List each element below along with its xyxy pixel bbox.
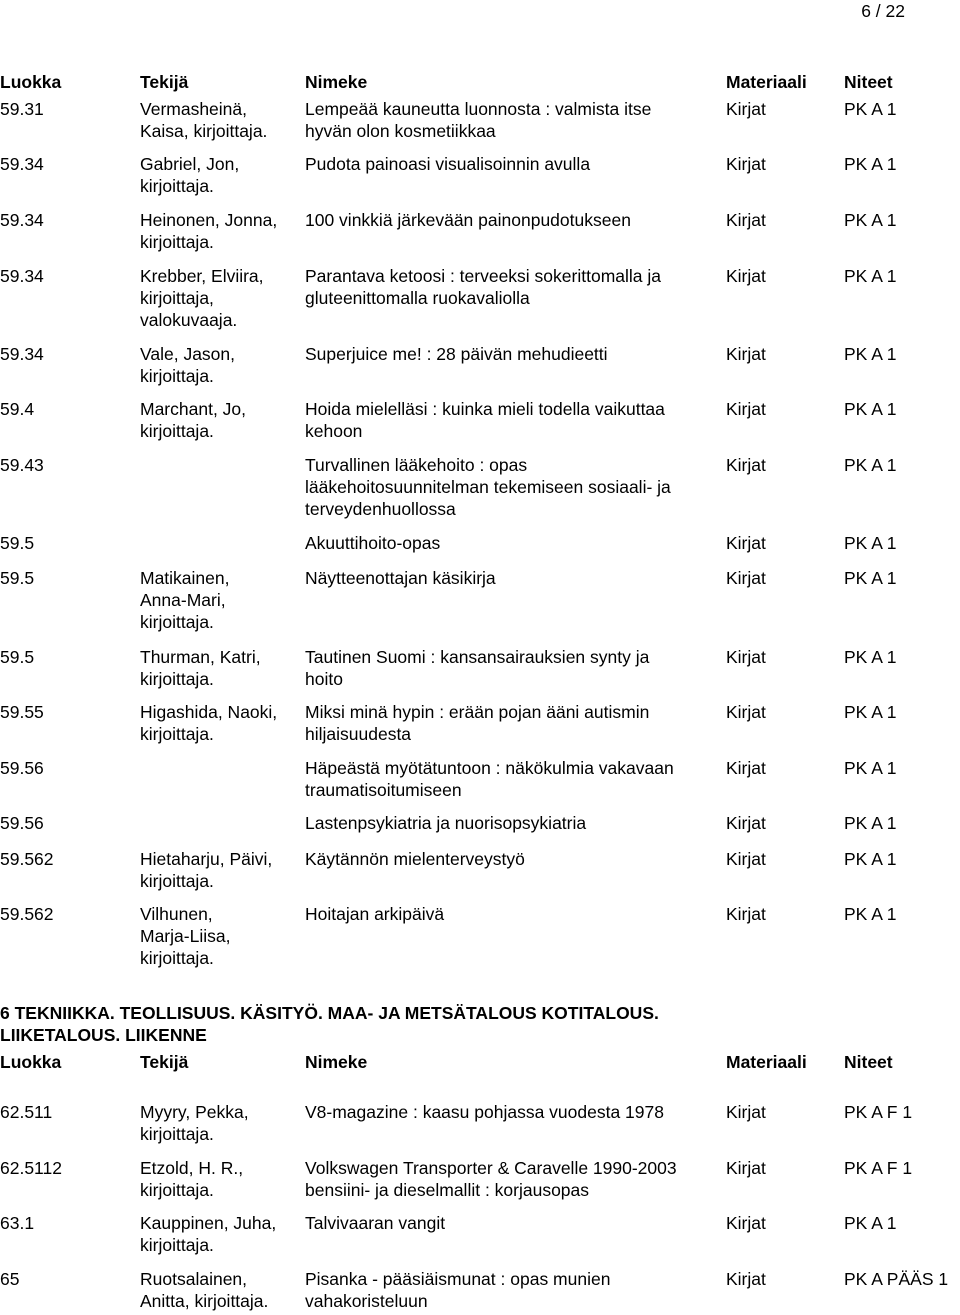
- cell-niteet: PK A 1: [844, 568, 897, 588]
- cell-luokka: 59.34: [0, 210, 44, 230]
- cell-niteet: PK A PÄÄS 1: [844, 1269, 949, 1289]
- cell-niteet: PK A F 1: [844, 1102, 913, 1122]
- cell-luokka: 59.34: [0, 266, 44, 286]
- header-luokka: Luokka: [0, 72, 62, 92]
- cell-luokka: 59.34: [0, 344, 44, 364]
- cell-tekija: Thurman, Katri, kirjoittaja.: [140, 647, 261, 689]
- cell-nimeke: Akuuttihoito-opas: [305, 533, 441, 553]
- cell-nimeke: Miksi minä hypin : erään pojan ääni autismin hiljaisuudesta: [305, 702, 650, 744]
- cell-luokka: 59.5: [0, 568, 35, 588]
- cell-nimeke: Käytännön mielenterveystyö: [305, 849, 525, 869]
- cell-niteet: PK A 1: [844, 849, 897, 869]
- cell-materiaali: Kirjat: [726, 210, 766, 230]
- cell-materiaali: Kirjat: [726, 647, 766, 667]
- cell-luokka: 65: [0, 1269, 20, 1289]
- cell-niteet: PK A 1: [844, 399, 897, 419]
- cell-niteet: PK A 1: [844, 154, 897, 174]
- cell-luokka: 62.5112: [0, 1158, 62, 1178]
- cell-materiaali: Kirjat: [726, 813, 766, 833]
- cell-nimeke: Talvivaaran vangit: [305, 1213, 446, 1233]
- cell-tekija: Matikainen, Anna-Mari, kirjoittaja.: [140, 568, 230, 632]
- cell-niteet: PK A 1: [844, 455, 897, 475]
- header-nimeke: Nimeke: [305, 72, 368, 92]
- cell-niteet: PK A 1: [844, 813, 897, 833]
- cell-nimeke: Hoitajan arkipäivä: [305, 904, 445, 924]
- cell-niteet: PK A 1: [844, 904, 897, 924]
- cell-nimeke: Lempeää kauneutta luonnosta : valmista itse hyvän olon kosmetiikkaa: [305, 99, 652, 141]
- cell-materiaali: Kirjat: [726, 455, 766, 475]
- cell-tekija: Marchant, Jo, kirjoittaja.: [140, 399, 247, 441]
- cell-nimeke: Näytteenottajan käsikirja: [305, 568, 496, 588]
- header-niteet: Niteet: [844, 1052, 893, 1072]
- cell-tekija: Etzold, H. R., kirjoittaja.: [140, 1158, 244, 1200]
- cell-luokka: 63.1: [0, 1213, 35, 1233]
- cell-luokka: 59.562: [0, 904, 54, 924]
- cell-tekija: Gabriel, Jon, kirjoittaja.: [140, 154, 240, 196]
- cell-luokka: 59.4: [0, 399, 35, 419]
- cell-materiaali: Kirjat: [726, 266, 766, 286]
- cell-nimeke: V8-magazine : kaasu pohjassa vuodesta 1978: [305, 1102, 664, 1122]
- cell-materiaali: Kirjat: [726, 154, 766, 174]
- cell-luokka: 59.55: [0, 702, 44, 722]
- cell-materiaali: Kirjat: [726, 533, 766, 553]
- cell-luokka: 59.43: [0, 455, 44, 475]
- cell-luokka: 59.56: [0, 758, 44, 778]
- cell-materiaali: Kirjat: [726, 399, 766, 419]
- header-nimeke: Nimeke: [305, 1052, 368, 1072]
- cell-niteet: PK A 1: [844, 266, 897, 286]
- header-materiaali: Materiaali: [726, 1052, 807, 1072]
- cell-luokka: 59.562: [0, 849, 54, 869]
- cell-tekija: Vilhunen, Marja-Liisa, kirjoittaja.: [140, 904, 231, 968]
- cell-tekija: Higashida, Naoki, kirjoittaja.: [140, 702, 278, 744]
- header-luokka: Luokka: [0, 1052, 62, 1072]
- cell-niteet: PK A 1: [844, 344, 897, 364]
- cell-materiaali: Kirjat: [726, 99, 766, 119]
- cell-nimeke: Pudota painoasi visualisoinnin avulla: [305, 154, 591, 174]
- cell-niteet: PK A 1: [844, 702, 897, 722]
- cell-luokka: 62.511: [0, 1102, 53, 1122]
- cell-materiaali: Kirjat: [726, 904, 766, 924]
- cell-nimeke: Superjuice me! : 28 päivän mehudieetti: [305, 344, 608, 364]
- cell-nimeke: Volkswagen Transporter & Caravelle 1990-2003 bensiini- ja dieselmallit : korjausopas: [305, 1158, 677, 1200]
- cell-nimeke: Häpeästä myötätuntoon : näkökulmia vakavaan traumatisoitumiseen: [305, 758, 674, 800]
- cell-nimeke: Hoida mielelläsi : kuinka mieli todella vaikuttaa kehoon: [305, 399, 665, 441]
- section-title: 6 TEKNIIKKA. TEOLLISUUS. KÄSITYÖ. MAA- JA METSÄTALOUS KOTITALOUS. LIIKETALOUS. LIIKENNE: [0, 1003, 659, 1045]
- cell-materiaali: Kirjat: [726, 1213, 766, 1233]
- cell-materiaali: Kirjat: [726, 344, 766, 364]
- cell-niteet: PK A 1: [844, 647, 897, 667]
- header-niteet: Niteet: [844, 72, 893, 92]
- cell-tekija: Kauppinen, Juha, kirjoittaja.: [140, 1213, 277, 1255]
- cell-niteet: PK A F 1: [844, 1158, 913, 1178]
- cell-tekija: Vermasheinä, Kaisa, kirjoittaja.: [140, 99, 268, 141]
- cell-niteet: PK A 1: [844, 1213, 897, 1233]
- cell-tekija: Myyry, Pekka, kirjoittaja.: [140, 1102, 249, 1144]
- cell-tekija: Krebber, Elviira, kirjoittaja, valokuvaaja.: [140, 266, 264, 330]
- cell-nimeke: Turvallinen lääkehoito : opas lääkehoitosuunnitelman tekemiseen sosiaali- ja terveydenhuollossa: [305, 455, 671, 519]
- cell-materiaali: Kirjat: [726, 568, 766, 588]
- cell-materiaali: Kirjat: [726, 702, 766, 722]
- cell-tekija: Vale, Jason, kirjoittaja.: [140, 344, 236, 386]
- cell-materiaali: Kirjat: [726, 1102, 766, 1122]
- cell-niteet: PK A 1: [844, 99, 897, 119]
- cell-luokka: 59.56: [0, 813, 44, 833]
- cell-tekija: Hietaharju, Päivi, kirjoittaja.: [140, 849, 273, 891]
- cell-materiaali: Kirjat: [726, 849, 766, 869]
- cell-nimeke: Lastenpsykiatria ja nuorisopsykiatria: [305, 813, 587, 833]
- cell-luokka: 59.34: [0, 154, 44, 174]
- cell-tekija: Heinonen, Jonna, kirjoittaja.: [140, 210, 278, 252]
- cell-luokka: 59.31: [0, 99, 44, 119]
- cell-niteet: PK A 1: [844, 210, 897, 230]
- cell-nimeke: 100 vinkkiä järkevään painonpudotukseen: [305, 210, 631, 230]
- cell-materiaali: Kirjat: [726, 1269, 766, 1289]
- cell-luokka: 59.5: [0, 533, 35, 553]
- cell-materiaali: Kirjat: [726, 1158, 766, 1178]
- cell-niteet: PK A 1: [844, 758, 897, 778]
- cell-tekija: Ruotsalainen, Anitta, kirjoittaja.: [140, 1269, 269, 1311]
- cell-nimeke: Parantava ketoosi : terveeksi sokerittomalla ja gluteenittomalla ruokavaliolla: [305, 266, 661, 308]
- cell-nimeke: Pisanka - pääsiäismunat : opas munien vahakoristeluun: [305, 1269, 611, 1311]
- header-materiaali: Materiaali: [726, 72, 807, 92]
- header-tekija: Tekijä: [140, 72, 189, 92]
- header-tekija: Tekijä: [140, 1052, 189, 1072]
- cell-luokka: 59.5: [0, 647, 35, 667]
- cell-nimeke: Tautinen Suomi : kansansairauksien synty ja hoito: [305, 647, 650, 689]
- cell-materiaali: Kirjat: [726, 758, 766, 778]
- cell-niteet: PK A 1: [844, 533, 897, 553]
- page-number: 6 / 22: [861, 1, 905, 21]
